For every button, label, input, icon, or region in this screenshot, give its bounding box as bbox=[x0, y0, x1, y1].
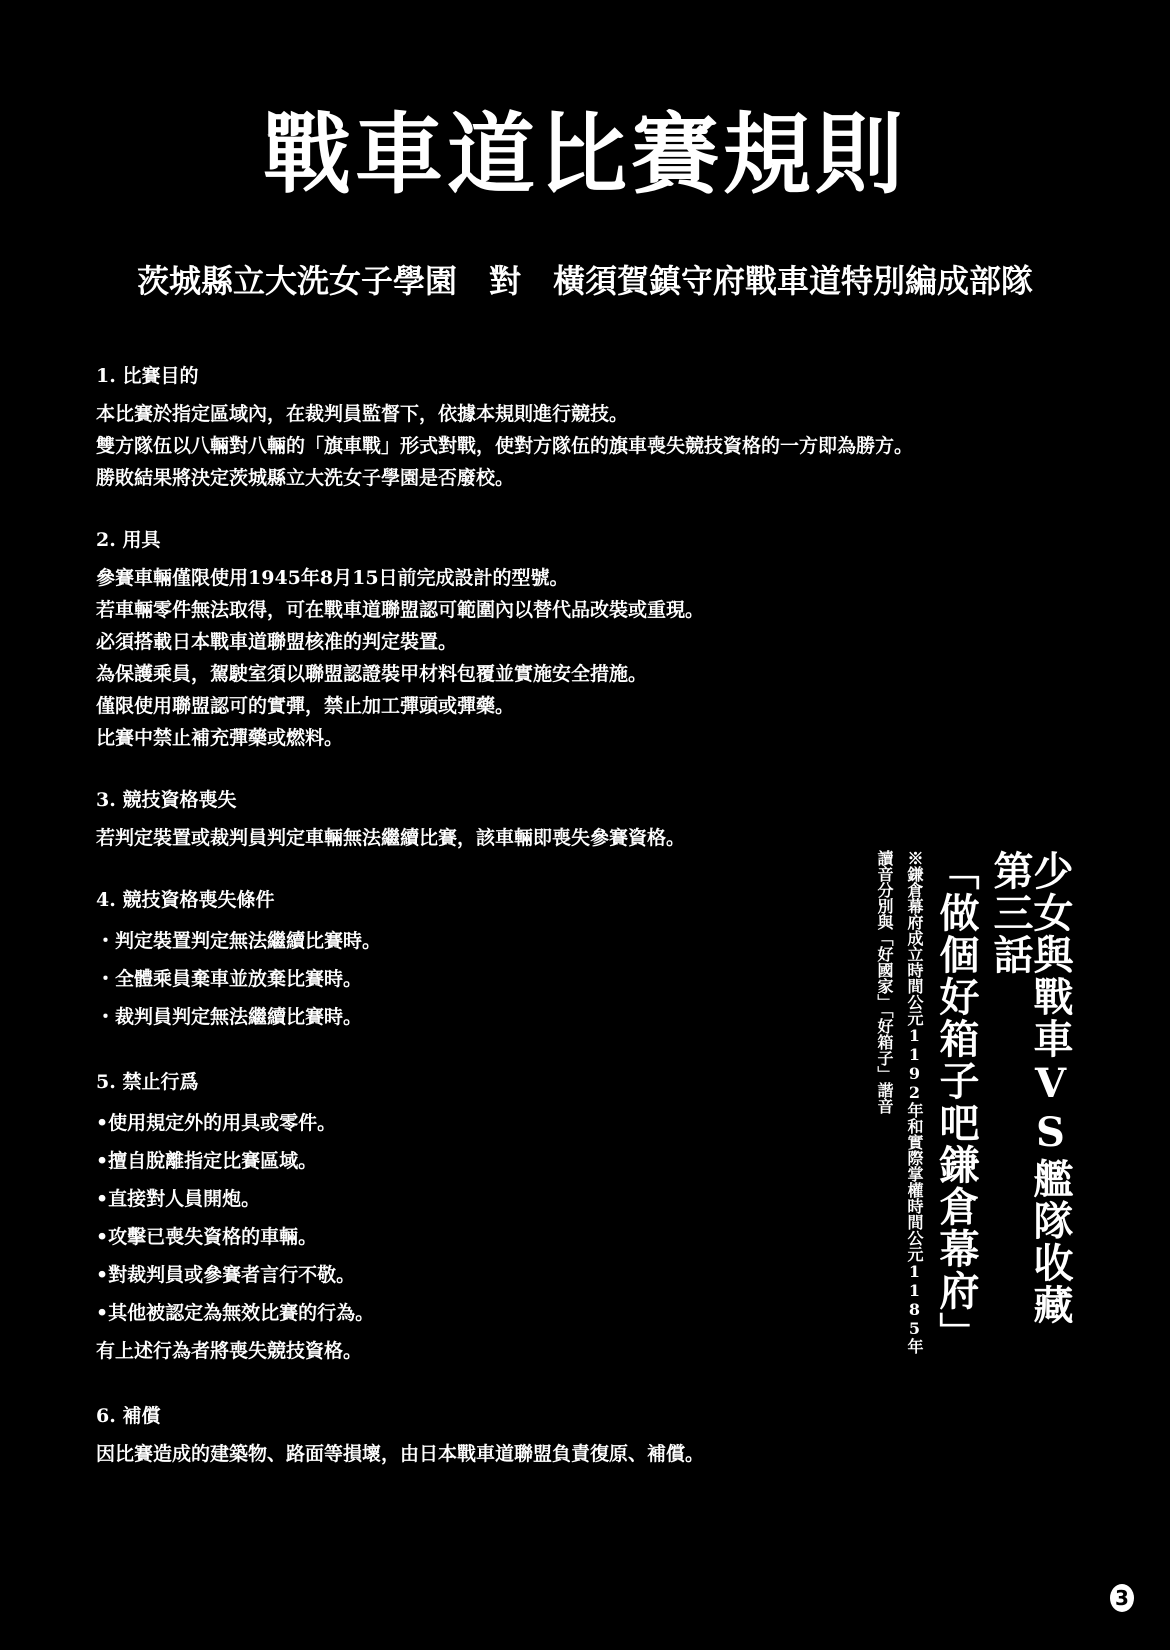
rule-section-equipment bbox=[96, 524, 936, 754]
rule-line: 雙方隊伍以八輛對八輛的「旗車戰」形式對戰，使對方隊伍的旗車喪失競技資格的一方即為勝方。 bbox=[96, 435, 914, 457]
rule-line: •擅自脫離指定比賽區域。 bbox=[96, 1150, 318, 1172]
chapter-title: 「做個好箱子吧鎌倉幕府」 bbox=[933, 850, 980, 1354]
rule-line: 比賽中禁止補充彈藥或燃料。 bbox=[96, 727, 344, 749]
chapter-info-vertical bbox=[875, 850, 1074, 1370]
rule-line: •其他被認定為無效比賽的行為。 bbox=[96, 1302, 375, 1324]
rule-section-compensation bbox=[96, 1400, 936, 1470]
rule-line: •攻擊已喪失資格的車輛。 bbox=[96, 1226, 318, 1248]
rule-line: ・判定裝置判定無法繼續比賽時。 bbox=[96, 930, 382, 952]
rule-heading: 6. 補償 bbox=[96, 1405, 161, 1427]
rule-line: 勝敗結果將決定茨城縣立大洗女子學園是否廢校。 bbox=[96, 467, 515, 489]
rule-line: 若判定裝置或裁判員判定車輛無法繼續比賽，該車輛即喪失參賽資格。 bbox=[96, 827, 686, 849]
rule-line: 必須搭載日本戰車道聯盟核准的判定裝置。 bbox=[96, 631, 458, 653]
rule-heading: 1. 比賽目的 bbox=[96, 365, 199, 387]
rule-section-prohibited-acts bbox=[96, 1066, 936, 1370]
rule-section-disqualification-conditions bbox=[96, 884, 936, 1036]
team-a-name: 茨城縣立大洗女子學園 bbox=[136, 262, 457, 300]
rule-line: •使用規定外的用具或零件。 bbox=[96, 1112, 337, 1134]
rule-line: 有上述行為者將喪失競技資格。 bbox=[96, 1340, 363, 1362]
rule-heading: 5. 禁止行爲 bbox=[96, 1071, 199, 1093]
rule-line: 本比賽於指定區域內，在裁判員監督下，依據本規則進行競技。 bbox=[96, 403, 629, 425]
rule-line: 參賽車輛僅限使用1945年8月15日前完成設計的型號。 bbox=[96, 567, 569, 589]
rule-line: 僅限使用聯盟認可的實彈，禁止加工彈頭或彈藥。 bbox=[96, 695, 515, 717]
rule-section-purpose bbox=[96, 360, 936, 494]
rule-heading: 2. 用具 bbox=[96, 529, 161, 551]
rule-heading: 4. 競技資格喪失條件 bbox=[96, 889, 275, 911]
rule-line: ・全體乘員棄車並放棄比賽時。 bbox=[96, 968, 363, 990]
series-title: 少女與戰車VS艦隊收藏 第三話 bbox=[987, 850, 1074, 1326]
rule-line: 為保護乘員，駕駛室須以聯盟認證裝甲材料包覆並實施安全措施。 bbox=[96, 663, 648, 685]
rule-heading: 3. 競技資格喪失 bbox=[96, 789, 237, 811]
rule-line: 若車輛零件無法取得，可在戰車道聯盟認可範圍內以替代品改裝或重現。 bbox=[96, 599, 705, 621]
translator-note: 讀音分別與「好國家」「好箱子」諧音 bbox=[875, 850, 894, 1114]
rule-line: ・裁判員判定無法繼續比賽時。 bbox=[96, 1006, 363, 1028]
versus-label: 對 bbox=[488, 262, 521, 300]
translator-note: ※鎌倉幕府成立時間公元1192年和實際掌權時間公元1185年 bbox=[905, 850, 924, 1354]
rule-section-disqualification bbox=[96, 784, 936, 854]
rule-line: •對裁判員或參賽者言行不敬。 bbox=[96, 1264, 356, 1286]
rule-line: 因比賽造成的建築物、路面等損壞，由日本戰車道聯盟負責復原、補償。 bbox=[96, 1443, 705, 1465]
rule-line: •直接對人員開炮。 bbox=[96, 1188, 261, 1210]
page-title: 戰車道比賽規則 bbox=[262, 102, 907, 206]
rules-list bbox=[96, 360, 936, 1500]
page-number: 3 bbox=[1110, 1584, 1134, 1612]
match-subtitle bbox=[0, 262, 1170, 300]
team-b-name: 橫須賀鎮守府戰車道特別編成部隊 bbox=[553, 262, 1034, 300]
